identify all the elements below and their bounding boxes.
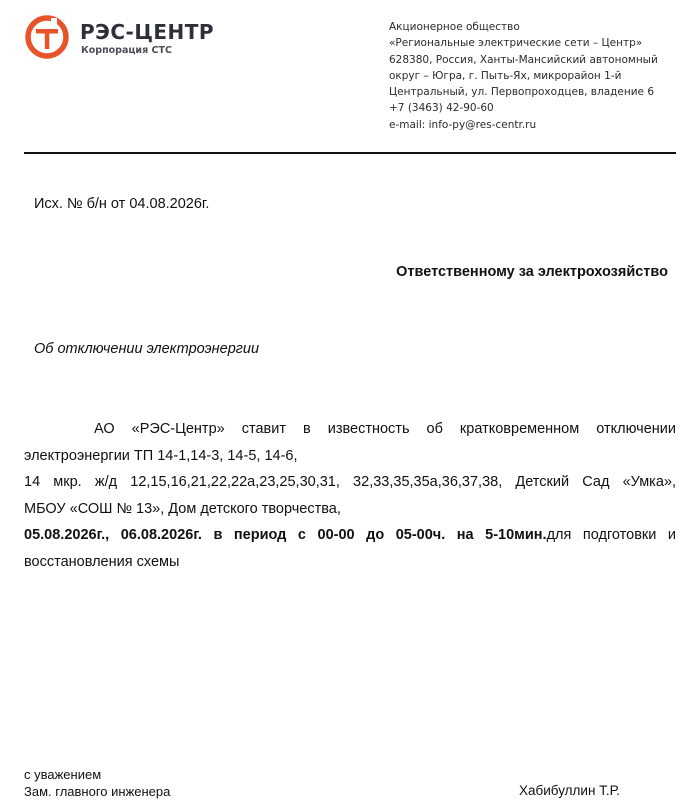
outgoing-number: Исх. № б/н от 04.08.2026г.	[34, 196, 210, 212]
company-logo-icon	[24, 14, 70, 60]
header-divider	[24, 152, 676, 154]
signer-title: Зам. главного инженера	[24, 784, 171, 799]
closing-phrase: с уважением	[24, 767, 102, 782]
letter-body	[24, 416, 676, 576]
company-details	[389, 19, 689, 133]
body-line: электроэнергии ТП 14-1,14-3, 14-5, 14-6,	[24, 447, 298, 464]
company-line: округ – Югра, г. Пыть-Ях, микрорайон 1-й	[389, 69, 622, 82]
closing-block	[24, 766, 170, 800]
body-line: восстановления схемы	[24, 553, 180, 570]
body-line: 14 мкр. ж/д 12,15,16,21,22,22а,23,25,30,31, 32,33,35,35а,36,37,38, Детский Сад «Умка»,	[24, 474, 676, 491]
company-line: 628380, Россия, Ханты-Мансийский автономный	[389, 53, 658, 66]
letter-subject: Об отключении электроэнергии	[34, 341, 260, 357]
company-line: «Региональные электрические сети – Центр»	[389, 37, 643, 50]
body-line: МБОУ «СОШ № 13», Дом детского творчества,	[24, 500, 341, 517]
company-line: Центральный, ул. Первопроходцев, владение 6	[389, 86, 655, 99]
outage-purpose: для подготовки и	[546, 527, 676, 544]
body-line: АО «РЭС-Центр» ставит в известность об кратковременном отключении	[94, 421, 676, 437]
brand-subtitle: Корпорация СТС	[81, 45, 172, 56]
brand-name: РЭС-ЦЕНТР	[80, 20, 215, 44]
company-phone: +7 (3463) 42-90-60	[389, 102, 494, 115]
body-line-schedule	[24, 522, 676, 549]
signer-name: Хабибуллин Т.Р.	[519, 783, 620, 798]
outage-schedule: 05.08.2026г., 06.08.2026г. в период с 00-00 до 05-00ч. на 5-10мин.	[24, 527, 547, 544]
company-line: Акционерное общество	[389, 21, 520, 33]
company-email: e-mail: info-py@res-centr.ru	[389, 118, 537, 131]
addressee: Ответственному за электрохозяйство	[396, 264, 668, 280]
